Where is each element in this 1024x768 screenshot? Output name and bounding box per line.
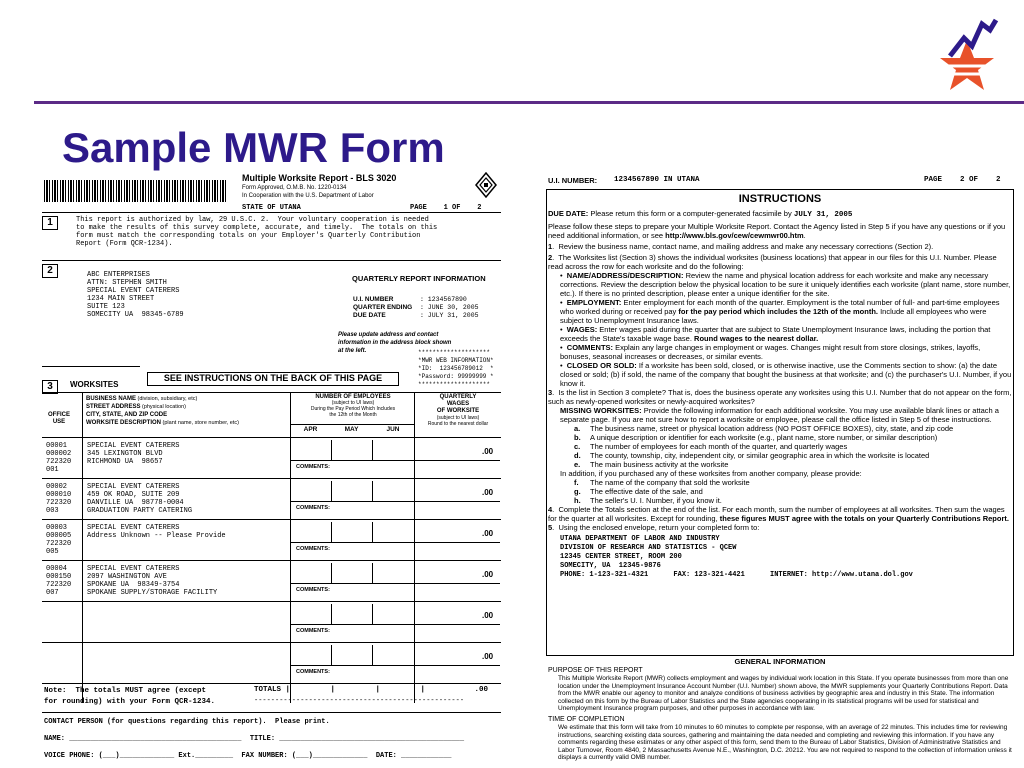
employment-entry-cells[interactable] bbox=[290, 440, 500, 460]
authorization-notice: This report is authorized by law, 29 U.S.C. 2. Your voluntary cooperation is needed to make the results of this survey complete, accurate, and timely. The totals on this form must match the corresponding totals on your Employer's Quarterly Contribution Report (Form QCR-1234). bbox=[76, 216, 438, 248]
worksite-address[interactable]: SPECIAL EVENT CATERERS 345 LEXINGTON BLVD RICHMOND UA 98657 bbox=[87, 442, 180, 466]
state-name: STATE OF UTANA bbox=[242, 204, 301, 212]
page-2-indicator: PAGE 2 OF 2 bbox=[924, 176, 1001, 184]
barcode bbox=[44, 180, 228, 202]
header-rule bbox=[34, 101, 1024, 104]
table-row-divider bbox=[42, 519, 501, 520]
cooperation-note: In Cooperation with the U.S. Department of Labor bbox=[242, 193, 374, 199]
report-title: Multiple Worksite Report - BLS 3020 bbox=[242, 173, 397, 183]
office-use-ids: 00001 000002 722320 001 bbox=[46, 442, 72, 474]
quarterly-wages-value[interactable]: .00 bbox=[482, 652, 494, 661]
month-may-header: MAY bbox=[344, 426, 359, 433]
page-title: Sample MWR Form bbox=[62, 124, 445, 171]
report-info-values: : 1234567890 : JUNE 30, 2005 : JULY 31, 2005 bbox=[420, 296, 479, 319]
comments-label[interactable]: COMMENTS: bbox=[296, 669, 330, 675]
table-row-divider bbox=[42, 478, 501, 479]
table-row-divider bbox=[42, 642, 501, 643]
worksite-address[interactable]: SPECIAL EVENT CATERERS Address Unknown -- Please Provide bbox=[87, 524, 226, 540]
employment-entry-cells[interactable] bbox=[290, 522, 500, 542]
section-3-marker: 3 bbox=[42, 380, 58, 394]
contact-name-title-fields[interactable]: NAME: _________________________________________ TITLE: ____________________________________________ bbox=[44, 735, 465, 743]
totals-note: Note: The totals MUST agree (except for rounding) with your Form QCR-1234. bbox=[44, 687, 216, 706]
comments-label[interactable]: COMMENTS: bbox=[296, 546, 330, 552]
contact-person-label: CONTACT PERSON (for questions regarding this report). Please print. bbox=[44, 718, 330, 726]
list-item: a. The business name, street or physical location address (NO POST OFFICE BOXES), city, state, and zip code bbox=[574, 424, 954, 433]
diamond-logo-icon bbox=[475, 172, 497, 198]
section-1-marker: 1 bbox=[42, 216, 58, 230]
omb-number: Form Approved, O.M.B. No. 1220-0134 bbox=[242, 185, 347, 191]
bls-star-logo-icon bbox=[932, 16, 1002, 96]
instructions-body: DUE DATE: Please return this form or a computer-generated facsimile by JULY 31, 2005 Please follow these steps to prepare your Multiple Worksite Report. Contact the Agency listed in Step 5 if you have any questions or if you need additional information, or see http://www.bls.gov/cew/cewmwr00.htm. 1. Review the business name, contact name, and mailing address and make any necessary corrections (Section 2). 2. The Worksites list (Section 3) shows the individual worksites (business locations) that appear in our files for this U.I. Number. Please read across the row for each worksite and do the following: • NAME/ADDRESS/DESCRIPTION: Review the name and physical location address for each worksite and make any necessary corrections. Review the description below the physical location to be sure it uniquely identifies each worksite (plant name, store number, etc.). If there is no printed description, please enter a unique identifier for the site. • EMPLOYMENT: Enter employment for each month of the quarter. Employment is the total number of full- and part-time employees who worked during or received pay for the pay period which includes the 12th of the month. Include all employees who were subject to Unemployment Insurance laws. • WAGES: Enter wages paid during the quarter that are subject to State Unemployment Insurance laws, including the portion that exceeds the State's taxable wage base. Round wages to the nearest dollar. • COMMENTS: Explain any large changes in employment or wages. Changes might result from store closings, strikes, layoffs, bonuses, seasonal increases or decreases, or similar events. • CLOSED OR SOLD: If a worksite has been sold, closed, or is otherwise inactive, use the Comments section to show: (a) the date closed or sold; (b) if sold, the name of the company that bought the business at that worksite; and (c) the purchaser's U.I. Number, if you know it. 3. Is the list in Section 3 complete? That is, does the business operate any worksites using this U.I. Number that do not appear on the form, such as newly-opened worksites or newly-acquired worksites? MISSING WORKSITES: Provide the following information for each additional worksite. You may use available blank lines or attach a separate page. If you are not sure how to report a worksite or employee, please call the office listed in Step 5 of these instructions. a. The business name, street or physical location address (NO POST OFFICE BOXES), city, state, and zip code b. A unique description or identifier for each worksite (e.g., plant name, store number, or similar description) c. The number of employees for each month of the quarter, and quarterly wages d. The county, township, city, independent city, or similar geographic area in which the worksite is located e. The main business activity at the worksite In addition, if you purchased any of these worksites from another company, please provide: f. The name of the company that sold the worksite g. The effective date of the sale, and h. The seller's U. I. Number, if you know it. 4. Complete the Totals section at the end of the list. For each month, sum the number of employees at all worksites. Then sum the wages for the quarter at all worksites. Except for rounding, these figures MUST agree with the totals on your Quarterly Contributions Report. 5. Using the enclosed envelope, return your completed form to: UTANA DEPARTMENT OF LABOR AND INDUSTRY DIVISION OF RESEARCH AND STATISTICS - QCEW 12345 CENTER STREET, ROOM 200 SOMECITY, UA 12345-9876 PHONE: 1-123-321-4321 FAX: 123-321-4421 INTERNET: http://www.utana.dol.gov bbox=[548, 209, 1012, 579]
quarterly-wages-value[interactable]: .00 bbox=[482, 570, 494, 579]
worksites-heading: WORKSITES bbox=[70, 380, 119, 389]
instructions-title: INSTRUCTIONS bbox=[738, 193, 822, 205]
wages-header: QUARTERLY WAGES OF WORKSITE (subject to UI laws) Round to the nearest dollar bbox=[427, 394, 489, 427]
section-2-marker: 2 bbox=[42, 264, 58, 278]
totals-row[interactable]: TOTALS | | | | .00 bbox=[254, 686, 489, 694]
list-item: d. The county, township, city, independent city, or similar geographic area in which the worksite is located bbox=[574, 451, 930, 460]
business-name-header: BUSINESS NAME (division, subsidiary, etc) STREET ADDRESS (physical location) CITY, STATE, AND ZIP CODE WORKSITE DESCRIPTION (plant name, store number, etc) bbox=[86, 396, 239, 426]
table-row-divider bbox=[42, 683, 501, 684]
quarterly-report-info-title: QUARTERLY REPORT INFORMATION bbox=[352, 274, 486, 283]
table-row-divider bbox=[42, 601, 501, 602]
general-info-title: GENERAL INFORMATION bbox=[734, 657, 826, 666]
ui-number-value: 1234567890 IN UTANA bbox=[614, 176, 700, 184]
report-info-labels: U.I. NUMBER QUARTER ENDING DUE DATE bbox=[353, 296, 413, 319]
comments-label[interactable]: COMMENTS: bbox=[296, 505, 330, 511]
list-item: e. The main business activity at the worksite bbox=[574, 460, 729, 469]
list-item: b. A unique description or identifier for each worksite (e.g., plant name, store number, or similar description) bbox=[574, 433, 938, 442]
list-item: g. The effective date of the sale, and bbox=[574, 487, 703, 496]
month-jun-header: JUN bbox=[386, 426, 400, 433]
employment-entry-cells[interactable] bbox=[290, 645, 500, 665]
employment-entry-cells[interactable] bbox=[290, 563, 500, 583]
office-use-ids: 00003 000005 722320 005 bbox=[46, 524, 72, 556]
quarterly-wages-value[interactable]: .00 bbox=[482, 529, 494, 538]
employment-entry-cells[interactable] bbox=[290, 481, 500, 501]
month-apr-header: APR bbox=[303, 426, 318, 433]
ui-number-label: U.I. NUMBER: bbox=[548, 176, 598, 185]
list-item: h. The seller's U. I. Number, if you know it. bbox=[574, 496, 722, 505]
list-item: f. The name of the company that sold the worksite bbox=[574, 478, 750, 487]
office-use-ids: 00004 000150 722320 007 bbox=[46, 565, 72, 597]
time-of-completion-title: TIME OF COMPLETION bbox=[548, 716, 625, 723]
see-instructions-banner: SEE INSTRUCTIONS ON THE BACK OF THIS PAGE bbox=[147, 372, 399, 386]
employees-header: NUMBER OF EMPLOYEES (subject to UI laws) During the Pay Period Which Includes the 12th of the Month bbox=[310, 394, 396, 418]
time-of-completion-text: We estimate that this form will take from 10 minutes to 60 minutes to complete per response, with an average of 22 minutes. This includes time for reviewing instructions, searching existing data sources, gathering and maintaining the data needed and completing and reviewing this information. If you have any comments regarding these estimates or any other aspect of this form, send them to the Bureau of Labor Statistics, Division of Administrative Statistics and Labor Turnover, Room 4840, 2 Massachusetts Avenue N.E., Washington, D.C. 20212. You are not required to respond to the collection of information unless it displays a currently valid OMB number. bbox=[558, 724, 1012, 761]
comments-label[interactable]: COMMENTS: bbox=[296, 587, 330, 593]
worksite-address[interactable]: SPECIAL EVENT CATERERS 2097 WASHINGTON AVE SPOKANE UA 98349-3754 SPOKANE SUPPLY/STORAGE FACILITY bbox=[87, 565, 218, 597]
contact-phone-fields[interactable]: VOICE PHONE: (___)_____________ Ext._________ FAX NUMBER: (___)_____________ DATE: ____________ bbox=[44, 752, 452, 760]
quarterly-wages-value[interactable]: .00 bbox=[482, 611, 494, 620]
office-use-header: OFFICE USE bbox=[48, 412, 70, 425]
employment-entry-cells[interactable] bbox=[290, 604, 500, 624]
quarterly-wages-value[interactable]: .00 bbox=[482, 447, 494, 456]
totals-underline: -------------------------------------------------- bbox=[254, 697, 465, 705]
worksite-address[interactable]: SPECIAL EVENT CATERERS 459 OK ROAD, SUITE 209 DANVILLE UA 98778-0004 GRADUATION PARTY CATERING bbox=[87, 483, 193, 515]
purpose-text: This Multiple Worksite Report (MWR) collects employment and wages by individual work location in this State. If you operate businesses from more than one location under the Unemployment Insurance Account Number (U.I. Number) shown above, the MWR supplements your Quarterly Contributions Report. Data from the MWR enable our agency to monitor and analyze conditions of business activities by geographic area and industry in this State. The information collected on this form by the Bureau of Labor Statistics and the State agencies cooperating in its statistical programs will be used for statistical and Unemployment Insurance program purposes, and other purposes in accordance with law. bbox=[558, 675, 1009, 712]
quarterly-wages-value[interactable]: .00 bbox=[482, 488, 494, 497]
web-login-info: ******************** *MWR WEB INFORMATION* *ID: 123456789012 * *Password: 99999999 * ******************** bbox=[418, 349, 494, 388]
comments-label[interactable]: COMMENTS: bbox=[296, 628, 330, 634]
purpose-title: PURPOSE OF THIS REPORT bbox=[548, 667, 643, 674]
page-indicator: PAGE 1 OF 2 bbox=[410, 204, 482, 212]
mailing-address[interactable]: ABC ENTERPRISES ATTN: STEPHEN SMITH SPECIAL EVENT CATERERS 1234 MAIN STREET SUITE 123 SOMECITY UA 98345-6789 bbox=[87, 271, 184, 319]
update-address-note: Please update address and contact information in the address block shown at the left. bbox=[338, 332, 452, 354]
comments-label[interactable]: COMMENTS: bbox=[296, 464, 330, 470]
list-item: c. The number of employees for each month of the quarter, and quarterly wages bbox=[574, 442, 848, 451]
table-row-divider bbox=[42, 560, 501, 561]
agency-address: UTANA DEPARTMENT OF LABOR AND INDUSTRY DIVISION OF RESEARCH AND STATISTICS - QCEW 12345 CENTER STREET, ROOM 200 SOMECITY, UA 12345-9876 PHONE: 1-123-321-4321 FAX: 123-321-4421 INTERNET: http://www.utana.dol.gov bbox=[560, 535, 913, 579]
office-use-ids: 00002 000010 722320 003 bbox=[46, 483, 72, 515]
